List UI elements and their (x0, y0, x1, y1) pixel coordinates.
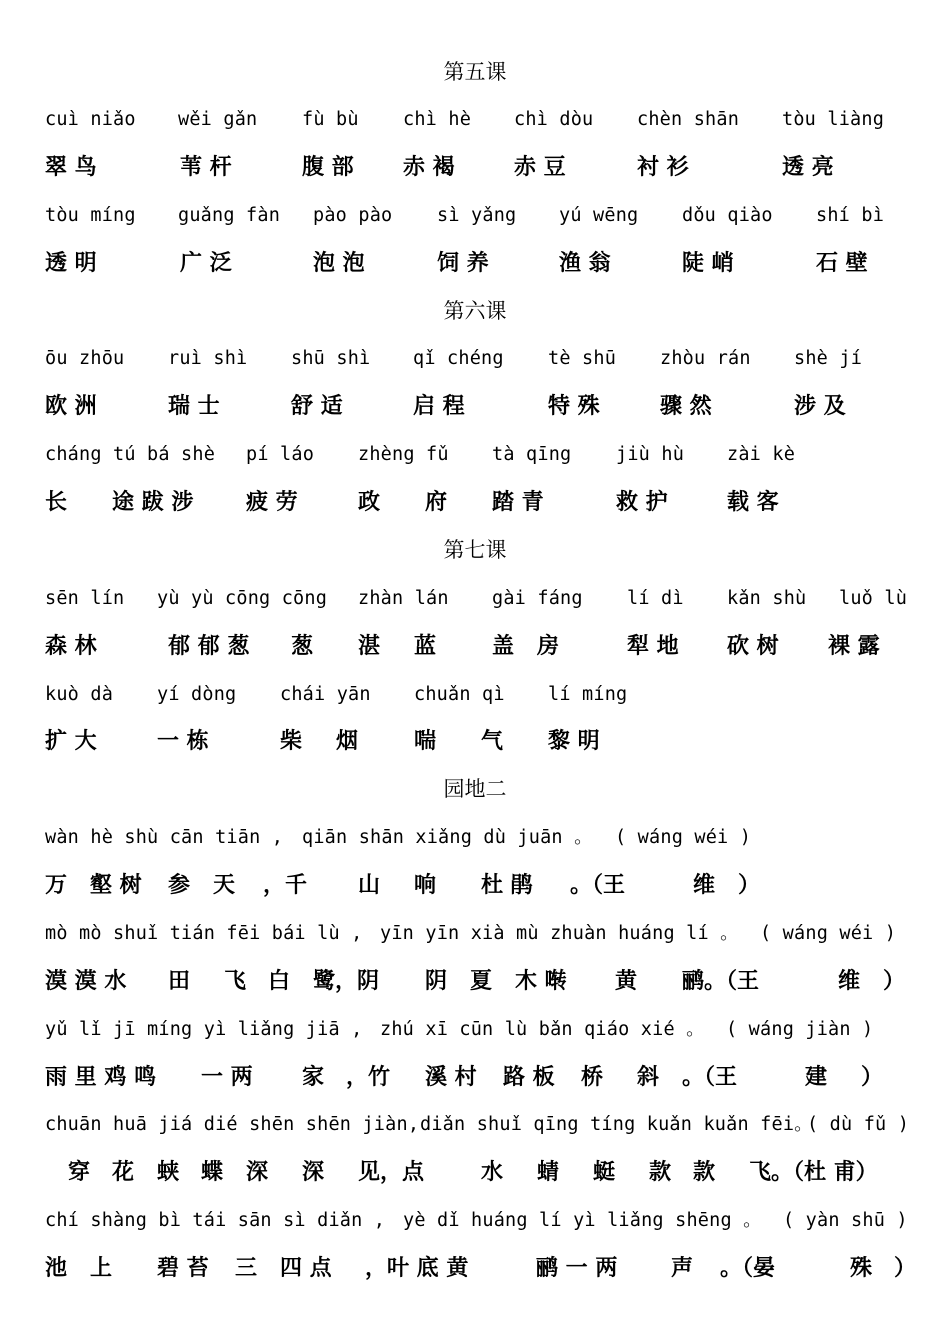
hanzi-char: 声 (671, 1256, 694, 1281)
hanzi-word: 喘 (414, 729, 437, 754)
lesson-6-title: 第六课 (443, 299, 507, 323)
pinyin-word: yù yù cōng cōng (157, 588, 328, 609)
hanzi-word: 赤 褐 (403, 155, 455, 180)
hanzi-word: 广 泛 (180, 251, 232, 276)
hanzi-char: 鹭，阴 (313, 969, 380, 994)
hanzi-word: 渔 翁 (559, 251, 611, 276)
hanzi-word: 救 护 (616, 490, 668, 515)
hanzi-char: 上 (90, 1256, 113, 1281)
hanzi-word: 府 (425, 490, 448, 515)
pinyin-word: zhòu rán (660, 348, 751, 369)
hanzi-word: 砍 树 (727, 634, 779, 659)
hanzi-word: 陡 峭 (682, 251, 734, 276)
pinyin-phrase: qiān shān xiǎng dù juān 。 (302, 827, 593, 848)
pinyin-word: chèn shān (637, 109, 740, 130)
hanzi-char: 桥 (581, 1065, 604, 1090)
hanzi-word: 饲 养 (437, 251, 489, 276)
hanzi-word: 气 (481, 729, 504, 754)
hanzi-char: 阴 (425, 969, 448, 994)
pinyin-word: yú wēng (559, 205, 639, 226)
pinyin-author: ( wáng wéi ) (615, 827, 752, 848)
hanzi-word: 载 客 (727, 490, 779, 515)
hanzi-char: 飞。（杜 甫） (749, 1160, 878, 1185)
pinyin-word: sì yǎng (437, 205, 517, 226)
hanzi-word: 透 亮 (782, 155, 834, 180)
hanzi-char: 水 (481, 1160, 504, 1185)
pinyin-phrase: wàn hè shù cān tiān , (45, 827, 284, 848)
hanzi-char: 万 (45, 873, 68, 898)
pinyin-word: kuò dà (45, 684, 114, 705)
hanzi-word: 石 壁 (816, 251, 868, 276)
hanzi-word: 盖 (492, 634, 515, 659)
pinyin-word: shū shì (291, 348, 371, 369)
pinyin-word: ruì shì (168, 348, 248, 369)
hanzi-word: 郁 郁 葱 (168, 634, 250, 659)
lesson-7-hanzi-row-1 (0, 632, 950, 662)
hanzi-word: 房 (537, 634, 560, 659)
hanzi-word: 衬 衫 (637, 155, 689, 180)
hanzi-char: 款 (693, 1160, 716, 1185)
poem-2-pinyin (0, 919, 950, 949)
pinyin-word: sēn lín (45, 588, 125, 609)
hanzi-word: 透 明 (45, 251, 97, 276)
pinyin-phrase: chuān huā jiá dié shēn shēn jiàn, (45, 1114, 420, 1135)
pinyin-phrase: yǔ lǐ jī míng yì liǎng jiā , (45, 1019, 363, 1040)
pinyin-word: dǒu qiào (682, 205, 773, 226)
hanzi-char: 四 点 (280, 1256, 332, 1281)
poem-4-hanzi (0, 1158, 950, 1188)
pinyin-word: kǎn shù (727, 588, 807, 609)
poem-3-hanzi (0, 1063, 950, 1093)
hanzi-char: 维 (693, 873, 716, 898)
pinyin-word: lí míng (548, 684, 628, 705)
hanzi-char: 路 板 (503, 1065, 555, 1090)
hanzi-char: 殊 (850, 1256, 873, 1281)
pinyin-word: chuǎn qì (414, 684, 505, 705)
poem-3-pinyin (0, 1015, 950, 1045)
hanzi-char: 见，点 (358, 1160, 425, 1185)
poem-1-hanzi (0, 871, 950, 901)
hanzi-word: 赤 豆 (514, 155, 566, 180)
hanzi-char: 维 (838, 969, 861, 994)
hanzi-word: 舒 适 (291, 394, 343, 419)
hanzi-word: 扩 大 (45, 729, 97, 754)
hanzi-char: 花 (112, 1160, 135, 1185)
lesson-5-pinyin-row-2 (0, 201, 950, 231)
hanzi-char: ，千 (263, 873, 308, 898)
lesson-7-hanzi-row-2 (0, 727, 950, 757)
hanzi-char: 一 两 (201, 1065, 253, 1090)
pinyin-phrase: yè dǐ huáng lí yì liǎng shēng 。 (403, 1210, 762, 1231)
pinyin-author: ( dù fǔ ) (807, 1114, 910, 1135)
hanzi-char: 鹂 一 两 (536, 1256, 618, 1281)
hanzi-word: 裸 露 (828, 634, 880, 659)
pinyin-word: chì dòu (514, 109, 594, 130)
hanzi-char: 漠 漠 水 (45, 969, 127, 994)
hanzi-char: 深 (302, 1160, 325, 1185)
pinyin-word: fù bù (302, 109, 359, 130)
pinyin-word: zài kè (727, 444, 796, 465)
pinyin-word: luǒ lù (839, 588, 908, 609)
poem-5-hanzi (0, 1254, 950, 1284)
pinyin-word: zhàn lán (358, 588, 449, 609)
pinyin-word: ōu zhōu (45, 348, 125, 369)
hanzi-char: 三 (235, 1256, 258, 1281)
hanzi-word: 腹 部 (302, 155, 354, 180)
hanzi-char: 田 (168, 969, 191, 994)
hanzi-char: 白 (268, 969, 291, 994)
pinyin-author: ( wáng jiàn ) (726, 1019, 874, 1040)
pinyin-word: cháng tú bá shè (45, 444, 216, 465)
hanzi-word: 森 林 (45, 634, 97, 659)
pinyin-word: tè shū (548, 348, 617, 369)
lesson-7-title: 第七课 (443, 538, 507, 562)
pinyin-word: shí bì (816, 205, 885, 226)
poem-4-pinyin (0, 1110, 950, 1140)
pinyin-word: chái yān (280, 684, 371, 705)
pinyin-phrase: yīn yīn xià mù zhuàn huáng lí 。 (380, 923, 739, 944)
hanzi-char: ） (861, 1065, 884, 1090)
hanzi-char: 木 啭 (515, 969, 567, 994)
pinyin-word: shè jí (794, 348, 863, 369)
pinyin-word: guǎng fàn (178, 205, 281, 226)
poem-2-hanzi (0, 967, 950, 997)
pinyin-word: tòu liàng (782, 109, 885, 130)
hanzi-word: 长 (45, 490, 68, 515)
hanzi-char: 雨 里 鸡 鸣 (45, 1065, 156, 1090)
pinyin-word: pí láo (246, 444, 315, 465)
hanzi-word: 欧 洲 (45, 394, 97, 419)
hanzi-word: 翠 鸟 (45, 155, 97, 180)
lesson-5-hanzi-row-1 (0, 153, 950, 183)
hanzi-char: 深 (246, 1160, 269, 1185)
hanzi-char: 溪 村 (425, 1065, 477, 1090)
hanzi-char: 蝶 (201, 1160, 224, 1185)
hanzi-word: 骤 然 (660, 394, 712, 419)
pinyin-word: tòu míng (45, 205, 136, 226)
hanzi-word: 苇 杆 (180, 155, 232, 180)
hanzi-char: ，叶 底 黄 (365, 1256, 469, 1281)
hanzi-char: ） (883, 969, 906, 994)
hanzi-char: 鹂。（王 (682, 969, 760, 994)
hanzi-char: 碧 苔 (157, 1256, 209, 1281)
pinyin-word: gài fáng (492, 588, 583, 609)
lesson-7-pinyin-row-2 (0, 680, 950, 710)
pinyin-phrase: diǎn shuǐ qīng tíng kuǎn kuǎn fēi。 (420, 1114, 813, 1135)
poem-5-pinyin (0, 1206, 950, 1236)
hanzi-word: 疲 劳 (246, 490, 298, 515)
hanzi-word: 蓝 (414, 634, 437, 659)
hanzi-char: 。（王 (682, 1065, 738, 1090)
hanzi-char: 。（晏 (720, 1256, 776, 1281)
pinyin-word: wěi gǎn (178, 109, 258, 130)
pinyin-word: jiù hù (616, 444, 685, 465)
hanzi-char: ） (894, 1256, 917, 1281)
pinyin-word: pào pào (313, 205, 393, 226)
hanzi-word: 烟 (336, 729, 359, 754)
hanzi-word: 泡 泡 (313, 251, 365, 276)
hanzi-char: 蛱 (157, 1160, 180, 1185)
hanzi-word: 犁 地 (627, 634, 679, 659)
pinyin-phrase: zhú xī cūn lù bǎn qiáo xié 。 (380, 1019, 705, 1040)
hanzi-word: 瑞 士 (168, 394, 220, 419)
pinyin-author: ( wáng wéi ) (760, 923, 897, 944)
hanzi-char: 黄 (615, 969, 638, 994)
hanzi-word: 黎 明 (548, 729, 600, 754)
hanzi-char: 响 (414, 873, 437, 898)
lesson-6-pinyin-row-1 (0, 344, 950, 374)
lesson-6-hanzi-row-2 (0, 488, 950, 518)
hanzi-char: 家 (302, 1065, 325, 1090)
hanzi-char: 池 (45, 1256, 68, 1281)
lesson-6-pinyin-row-2 (0, 440, 950, 470)
hanzi-word: 葱 (291, 634, 314, 659)
hanzi-char: 壑 树 (90, 873, 142, 898)
garden-2-title: 园地二 (443, 777, 507, 801)
hanzi-word: 特 殊 (548, 394, 600, 419)
lesson-5-pinyin-row-1 (0, 105, 950, 135)
hanzi-char: 飞 (224, 969, 247, 994)
hanzi-word: 湛 (358, 634, 381, 659)
hanzi-char: 斜 (637, 1065, 660, 1090)
pinyin-word: qǐ chéng (413, 348, 504, 369)
hanzi-word: 启 程 (413, 394, 465, 419)
pinyin-word: lí dì (627, 588, 684, 609)
hanzi-word: 一 栋 (157, 729, 209, 754)
hanzi-char: 。（王 (570, 873, 626, 898)
hanzi-word: 政 (358, 490, 381, 515)
hanzi-char: ，竹 (346, 1065, 391, 1090)
lesson-5-hanzi-row-2 (0, 249, 950, 279)
hanzi-char: 天 (213, 873, 236, 898)
hanzi-word: 柴 (280, 729, 303, 754)
hanzi-char: 蜻 (537, 1160, 560, 1185)
hanzi-char: 夏 (470, 969, 493, 994)
hanzi-word: 涉 及 (794, 394, 846, 419)
hanzi-char: 参 (168, 873, 191, 898)
pinyin-word: chì hè (403, 109, 472, 130)
hanzi-word: 踏 青 (492, 490, 544, 515)
hanzi-char: 建 (805, 1065, 828, 1090)
poem-1-pinyin (0, 823, 950, 853)
pinyin-phrase: mò mò shuǐ tián fēi bái lù , (45, 923, 363, 944)
pinyin-phrase: chí shàng bì tái sān sì diǎn , (45, 1210, 386, 1231)
lesson-5-title: 第五课 (443, 60, 507, 84)
pinyin-word: zhèng fǔ (358, 444, 449, 465)
hanzi-char: 穿 (68, 1160, 91, 1185)
hanzi-char: 蜓 (593, 1160, 616, 1185)
hanzi-char: 山 (358, 873, 381, 898)
lesson-6-hanzi-row-1 (0, 392, 950, 422)
lesson-7-pinyin-row-1 (0, 584, 950, 614)
hanzi-word: 途 跋 涉 (112, 490, 194, 515)
hanzi-char: 杜 鹃 (481, 873, 533, 898)
pinyin-word: tà qīng (492, 444, 572, 465)
hanzi-char: 款 (649, 1160, 672, 1185)
pinyin-word: cuì niǎo (45, 109, 136, 130)
hanzi-char: ） (738, 873, 761, 898)
pinyin-author: ( yàn shū ) (783, 1210, 908, 1231)
pinyin-word: yí dòng (157, 684, 237, 705)
